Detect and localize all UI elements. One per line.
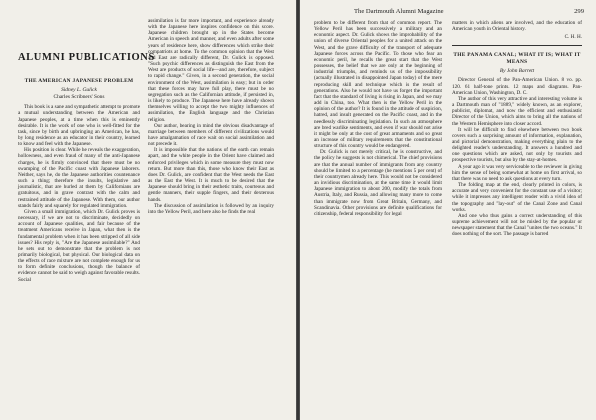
paragraph: problem to be different from that of common report. The Yellow Peril has been successively a military and an economic aspect. Dr. Gulick shows the improbability of the union of diverse Oriental peoples for a united attack on the West, and the grave difficulty of the transport of adequate Japanese forces across the Pacific. To those who fear an economic peril, he recalls the great start that the West possesses, the belief that we are only at the beginning of industrial triumphs, and reminds us of the impossibility (actually illustrated in disappointed Japan today) of the mere reproducing skill and technique which is the result of generations. Also he would not have us forget the important fact that the standard of living is rising in Japan, and we may add in China, too. What then is the Yellow Peril in the opinion of the author? It is found in the attitude of suspicion, hatred, and insult generated on the Pacific coast, and in the needlessly discriminating legislation. In such an atmosphere are bred warlike sentiments, and even if war should not arise it might be only at the cost of great armaments and so great an increase of military requirements that the constitutional structure of this country would be endangered. [314, 20, 442, 150]
running-head [314, 8, 584, 18]
paragraph: It will be difficult to find elsewhere between two book covers such a surprising amount of information, explanation, and pictorial demonstration, making everything plain to the delighted reader's understanding. It answers a hundred and one questions which are asked, not only by tourists and prospective tourists, but also by the stay-at-homes. [452, 126, 582, 164]
paragraph: Dr. Gulick is not merely critical, he is constructive, and the policy he suggests is not chimerical. The chief provisions are that the annual number of immigrants from any country should be limited to a percentage (he mentions 5 per cent) of their countrymen already here. This would not be considered an invidious discrimination, at the same time it would limit Japanese immigration to about 200, modify the totals from Austria, Italy, and Russia, and allowing many more to come than immigrate now from Great Britain, Germany, and Scandinavia. Other provisions are definite qualifications for citizenship, federal responsibility for legal [314, 149, 442, 217]
article-author: Sidney L. Gulick [61, 87, 97, 94]
paragraph: And one who thus gains a correct understanding of this supreme achievement will not be misled by the popular or newspaper statement that the Canal "unites the two oceans." It does nothing of the sort. The passage is barred [452, 212, 582, 238]
right-page [300, 0, 596, 420]
right-column-1 [314, 20, 442, 217]
article-author: By John Barrett [499, 68, 535, 75]
section-title: ALUMNI PUBLICATIONS [18, 52, 155, 63]
publisher-line: Director General of the Pan-American Union. 8 vo. pp. 120. 61 half-tone prints. 12 maps and diagrams. Pan-American Union, Washington, D. C. [452, 77, 582, 96]
paragraph: matters in which aliens are involved, and the education of American youth in Oriental history. [452, 20, 582, 33]
paragraph: The discussion of assimilation is followed by an inquiry into the Yellow Peril, and here also he finds the real [148, 202, 274, 215]
left-column-2 [148, 18, 274, 215]
article-publisher: Charles Scribners' Sons [53, 93, 105, 100]
article-title: THE AMERICAN JAPANESE PROBLEM [24, 78, 134, 84]
paragraph: His position is clear. While he reveals the exaggeration, hollowness, and even fraud of many of the anti-Japanese charges, he is firmly convinced that there must be no swamping of the Pacific coast with Japanese laborers. Neither, says he, do the Japanese authorities countenance such a thing; therefore the insults, legislative and journalistic, that are hurled at them by Californians are gratuitous, and in grave contrast with the calm and restrained attitude of the Japanese. With them, our author stands fairly and squarely for regulated immigration. [18, 147, 140, 209]
paragraph: Our author, bearing in mind the obvious disadvantage of marriage between members of different civilizations would have amalgamation of race wait on social assimilation and not precede it. [148, 122, 274, 148]
left-column-1 [18, 78, 140, 283]
paragraph: It is impossible that the nations of the earth can remain apart, and the white people in the Orient have claimed and enforced privileges which in some measure they must now return. But more than this, those who know their East as does Dr. Gulick, are confident that the West needs the East as the East the West. It is much to be desired that the Japanese should bring in their æsthetic traits, courteous and gentle manners, their supple fingers, and their dexterous hands. [148, 147, 274, 203]
divider [452, 45, 582, 46]
paragraph: assimilation is far more important, and experience already with the Japanese here inspires confidence on this score. Japanese children brought up in the States become American in speech and manner, and even adults after some years of residence here, show differences which strike their compatriots at home. To the common opinion that the West and East are radically different, Dr. Gulick is opposed. "Such psychic differences as distinguish the East from the West are products of social life—and are, therefore, subject to rapid change." Given, in a second generation, the social environment of the West, assimilation is easy; but in order that these forces may have full play, there must be no segregation such as the Californian attitude, if persisted in, is likely to produce. The Japanese here have already shown themselves willing to accept the two mighty influences of assimilation, the English language and the Christian religion. [148, 18, 274, 123]
article-title: THE PANAMA CANAL; WHAT IT IS; WHAT IT MEANS [453, 52, 581, 65]
paragraph: The author of this very attractive and interesting volume is a Dartmouth man of "1889," widely known, as an explorer, publicist, diplomat, and now the efficient and enthusiastic Director of the Union, which aims to bring all the nations of the Western Hemisphere into closer accord. [452, 95, 582, 127]
right-column-2 [452, 20, 582, 238]
left-page [0, 0, 296, 420]
paragraph: This book is a sane and sympathetic attempt to promote a mutual understanding between the American and Japanese peoples, at a time when this is eminently desirable. It is the work of one who is well-fitted for the task, since by birth and upbringing an American, he has, by long residence as an educator in their country, learned to know and feel with the Japanese. [18, 104, 140, 148]
reviewer-signature: C. H. H. [564, 34, 582, 41]
paragraph: A year ago it was very serviceable to the reviewer in giving him the sense of being somewhat at home on first arrival, so that there was no need to ask questions at every turn. [452, 163, 582, 182]
page-number: 299 [574, 8, 584, 15]
running-head-title: The Dartmouth Alumni Magazine [354, 8, 444, 15]
paragraph: The folding map at the end, clearly printed in colors, is accurate and very convenient for the constant use of a visitor; while it impresses any intelligent reader with a vivid idea of the topography and "lay-out" of the Canal Zone and Canal works. [452, 182, 582, 213]
paragraph: Given a small immigration, which Dr. Gulick proves is necessary, if we are not to discriminate, decidedly on account of Japanese qualities, and fair because of the treatment Americans receive in Japan, what then is the fundamental problem when it has been stripped of all side issues? His reply is, "Are the Japanese assimilable?" And he sets out to demonstrate that the problem is not primarily biological, but physical. Our biological data on the effects of race mixture are not complete enough for us to form definite conclusions, though the balance of evidence cannot be said to weigh against favorable results. Social [18, 208, 140, 283]
